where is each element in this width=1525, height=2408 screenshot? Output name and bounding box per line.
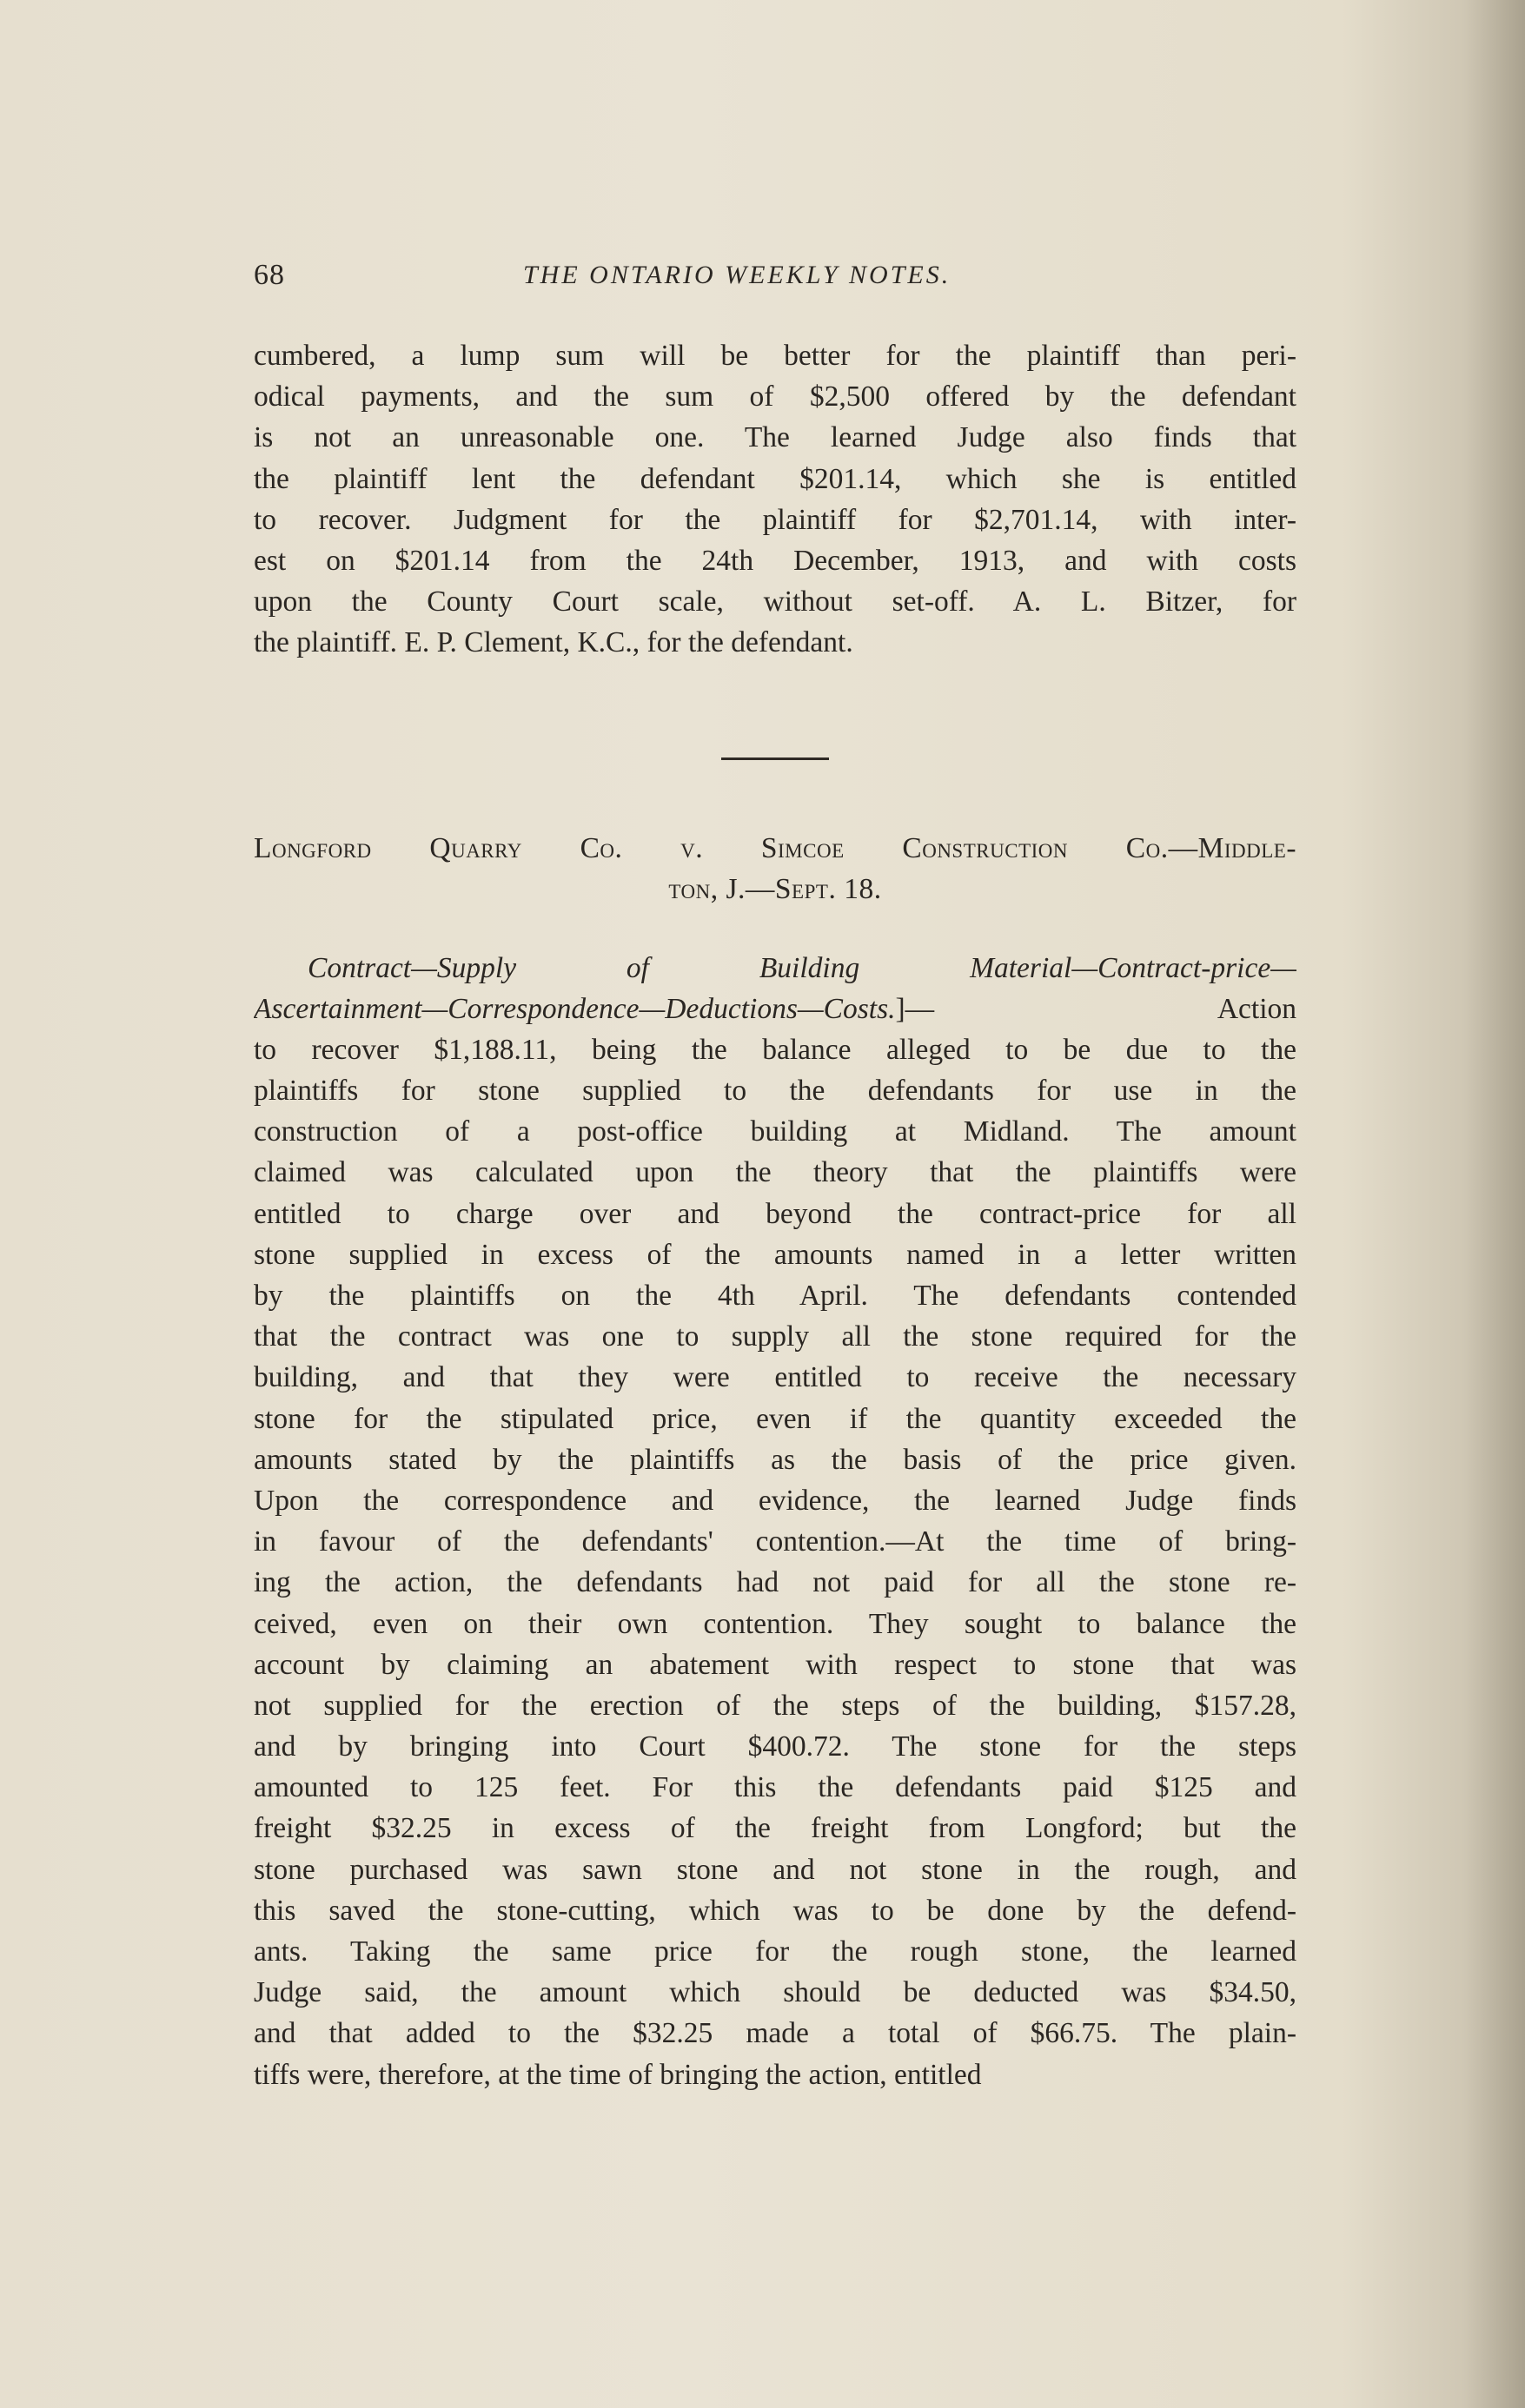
case-title-line: ton, J.—Sept. 18. xyxy=(668,872,882,905)
text-line: est on $201.14 from the 24th December, 1913, and with costs xyxy=(254,544,1296,577)
text-line: stone purchased was sawn stone and not stone in the rough, and xyxy=(254,1853,1296,1886)
catchwords-tail: ]— Action xyxy=(895,992,1296,1025)
text-line: claimed was calculated upon the theory that the plaintiffs were xyxy=(254,1156,1296,1189)
text-line: ing the action, the defendants had not paid for all the stone re- xyxy=(254,1566,1296,1599)
text-line: plaintiffs for stone supplied to the defendants for use in the xyxy=(254,1075,1296,1108)
case-title xyxy=(254,828,1296,910)
text-line: stone for the stipulated price, even if the quantity exceeded the xyxy=(254,1402,1296,1435)
opening-paragraph xyxy=(254,335,1296,664)
page-number: 68 xyxy=(254,259,285,291)
text-line: upon the County Court scale, without set-off. A. L. Bitzer, for xyxy=(254,585,1296,619)
text-line: entitled to charge over and beyond the contract-price for all xyxy=(254,1197,1296,1230)
section-divider xyxy=(721,757,829,760)
text-line: and by bringing into Court $400.72. The stone for the steps xyxy=(254,1730,1296,1763)
text-line: tiffs were, therefore, at the time of bringing the action, entitled xyxy=(254,2058,982,2091)
text-line: by the plaintiffs on the 4th April. The defendants contended xyxy=(254,1280,1296,1312)
text-line: amounted to 125 feet. For this the defendants paid $125 and xyxy=(254,1771,1296,1804)
text-line: building, and that they were entitled to receive the necessary xyxy=(254,1361,1296,1394)
text-line: to recover $1,188.11, being the balance alleged to be due to the xyxy=(254,1033,1296,1066)
text-line: the plaintiff. E. P. Clement, K.C., for the defendant. xyxy=(254,626,853,659)
running-head: THE ONTARIO WEEKLY NOTES. xyxy=(523,261,951,289)
catchwords-text: Ascertainment—Correspondence—Deductions—Costs. xyxy=(254,992,896,1025)
text-line: not supplied for the erection of the steps of the building, $157.28, xyxy=(254,1689,1296,1722)
text-line: Judge said, the amount which should be deducted was $34.50, xyxy=(254,1976,1296,2009)
text-line: to recover. Judgment for the plaintiff for $2,701.14, with inter- xyxy=(254,503,1296,536)
case-title-line: Longford Quarry Co. v. Simcoe Construction Co.—Middle- xyxy=(254,831,1296,864)
catchwords-line: Contract—Supply of Building Material—Contract-price— xyxy=(308,951,1296,984)
catchwords-line xyxy=(254,989,1296,1029)
text-line: freight $32.25 in excess of the freight from Longford; but the xyxy=(254,1812,1296,1845)
text-line: is not an unreasonable one. The learned Judge also finds that xyxy=(254,421,1296,454)
page-header xyxy=(254,259,1296,302)
text-line: and that added to the $32.25 made a total of $66.75. The plain- xyxy=(254,2017,1296,2050)
text-line: Upon the correspondence and evidence, the learned Judge finds xyxy=(254,1484,1296,1517)
text-column xyxy=(254,335,1296,2095)
text-line: cumbered, a lump sum will be better for the plaintiff than peri- xyxy=(254,340,1296,372)
text-line: this saved the stone-cutting, which was to be done by the defend- xyxy=(254,1894,1296,1927)
text-line: stone supplied in excess of the amounts named in a letter written xyxy=(254,1238,1296,1271)
text-line: odical payments, and the sum of $2,500 offered by the defendant xyxy=(254,380,1296,413)
text-line: account by claiming an abatement with respect to stone that was xyxy=(254,1648,1296,1681)
text-line: that the contract was one to supply all the stone required for the xyxy=(254,1320,1296,1353)
text-line: in favour of the defendants' contention.—At the time of bring- xyxy=(254,1525,1296,1558)
text-line: the plaintiff lent the defendant $201.14, which she is entitled xyxy=(254,462,1296,495)
case-report xyxy=(254,948,1296,2095)
text-line: ceived, even on their own contention. They sought to balance the xyxy=(254,1607,1296,1640)
text-line: ants. Taking the same price for the rough stone, the learned xyxy=(254,1935,1296,1968)
text-line: construction of a post-office building at Midland. The amount xyxy=(254,1115,1296,1148)
text-line: amounts stated by the plaintiffs as the basis of the price given. xyxy=(254,1443,1296,1476)
case-body xyxy=(254,1029,1296,2095)
